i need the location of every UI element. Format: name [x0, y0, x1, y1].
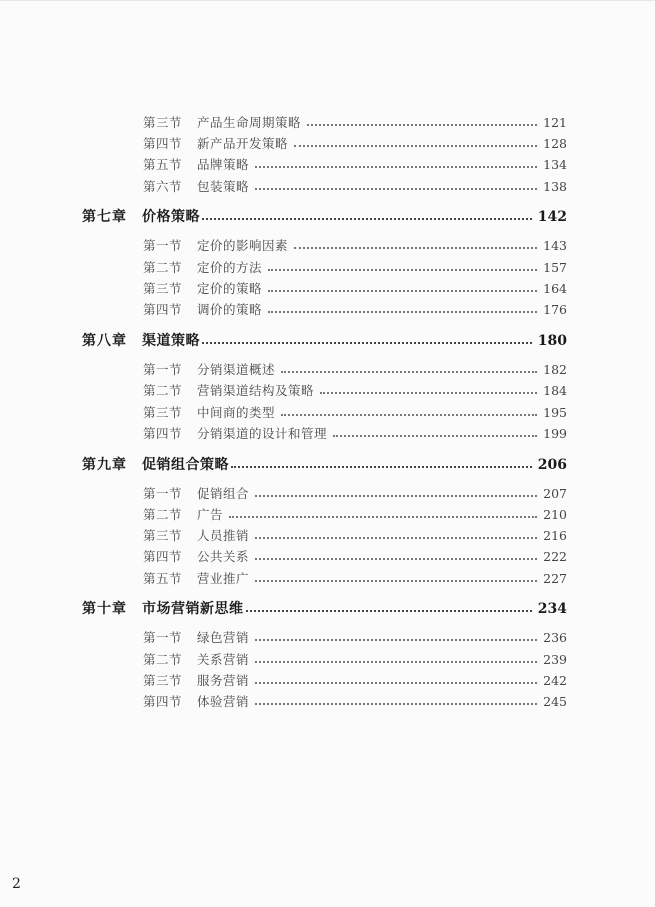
- dot-leader: [255, 537, 537, 539]
- page-number: 199: [543, 426, 567, 441]
- page-number: 234: [537, 601, 567, 617]
- page-number: 222: [543, 549, 567, 564]
- page-number: 138: [543, 179, 567, 194]
- chapter-number: 第七章: [82, 209, 127, 225]
- toc-section-row[interactable]: [143, 692, 567, 710]
- section-number: 第三节: [143, 281, 183, 296]
- toc-section-row[interactable]: [143, 484, 567, 502]
- dot-leader: [246, 610, 532, 612]
- page-number: 121: [543, 115, 567, 130]
- section-number: 第三节: [143, 673, 183, 688]
- page-number: 207: [543, 486, 567, 501]
- section-title: 新产品开发策略: [197, 136, 289, 151]
- toc-section-row[interactable]: [143, 236, 567, 254]
- page-number: 210: [543, 507, 567, 522]
- toc-section-row[interactable]: [143, 671, 567, 689]
- dot-leader: [255, 580, 537, 582]
- page-number: 245: [543, 694, 567, 709]
- section-title: 绿色营销: [197, 630, 250, 645]
- dot-leader: [255, 188, 537, 190]
- dot-leader: [307, 124, 537, 126]
- chapter-number: 第九章: [82, 457, 127, 473]
- section-number: 第一节: [143, 238, 183, 253]
- section-number: 第四节: [143, 302, 183, 317]
- toc-section-row[interactable]: [143, 628, 567, 646]
- toc-section-row[interactable]: [143, 155, 567, 173]
- dot-leader: [255, 703, 537, 705]
- dot-leader: [231, 466, 532, 468]
- toc-section-row[interactable]: [143, 177, 567, 195]
- section-number: 第四节: [143, 549, 183, 564]
- toc-section-row[interactable]: [143, 569, 567, 587]
- chapter-title: 市场营销新思维: [142, 601, 244, 617]
- section-title: 包装策略: [197, 179, 250, 194]
- section-number: 第四节: [143, 426, 183, 441]
- section-number: 第二节: [143, 260, 183, 275]
- chapter-number: 第十章: [82, 601, 127, 617]
- footer-page-number: 2: [12, 876, 21, 892]
- dot-leader: [281, 414, 537, 416]
- page-number: 182: [543, 362, 567, 377]
- section-title: 定价的方法: [197, 260, 263, 275]
- section-title: 公共关系: [197, 549, 250, 564]
- page-number: 128: [543, 136, 567, 151]
- page-number: 134: [543, 157, 567, 172]
- section-title: 关系营销: [197, 652, 250, 667]
- toc-section-row[interactable]: [143, 360, 567, 378]
- toc-chapter-row[interactable]: [82, 206, 567, 226]
- toc-section-row[interactable]: [143, 134, 567, 152]
- dot-leader: [268, 269, 537, 271]
- dot-leader: [268, 290, 537, 292]
- toc-section-row[interactable]: [143, 526, 567, 544]
- top-border: [0, 0, 655, 1]
- section-number: 第一节: [143, 362, 183, 377]
- page-number: 239: [543, 652, 567, 667]
- dot-leader: [202, 342, 532, 344]
- section-title: 促销组合: [197, 486, 250, 501]
- page-number: 236: [543, 630, 567, 645]
- dot-leader: [294, 247, 537, 249]
- section-title: 人员推销: [197, 528, 250, 543]
- dot-leader: [202, 218, 532, 220]
- section-title: 营业推广: [197, 571, 250, 586]
- section-title: 服务营销: [197, 673, 250, 688]
- toc-section-row[interactable]: [143, 424, 567, 442]
- page-number: 216: [543, 528, 567, 543]
- section-title: 定价的策略: [197, 281, 263, 296]
- dot-leader: [229, 516, 537, 518]
- section-title: 分销渠道概述: [197, 362, 276, 377]
- dot-leader: [255, 495, 537, 497]
- page-number: 195: [543, 405, 567, 420]
- section-number: 第六节: [143, 179, 183, 194]
- section-number: 第一节: [143, 486, 183, 501]
- dot-leader: [268, 311, 537, 313]
- section-title: 体验营销: [197, 694, 250, 709]
- section-number: 第三节: [143, 528, 183, 543]
- section-number: 第三节: [143, 405, 183, 420]
- toc-section-row[interactable]: [143, 258, 567, 276]
- section-title: 调价的策略: [197, 302, 263, 317]
- section-title: 营销渠道结构及策略: [197, 383, 315, 398]
- toc-chapter-row[interactable]: [82, 454, 567, 474]
- section-number: 第四节: [143, 694, 183, 709]
- dot-leader: [255, 682, 537, 684]
- toc-section-row[interactable]: [143, 650, 567, 668]
- dot-leader: [281, 371, 537, 373]
- section-title: 定价的影响因素: [197, 238, 289, 253]
- section-number: 第二节: [143, 652, 183, 667]
- dot-leader: [255, 166, 537, 168]
- dot-leader: [294, 145, 537, 147]
- dot-leader: [255, 639, 537, 641]
- page-number: 227: [543, 571, 567, 586]
- dot-leader: [320, 392, 537, 394]
- chapter-title: 渠道策略: [142, 333, 200, 349]
- toc-section-row[interactable]: [143, 547, 567, 565]
- dot-leader: [255, 661, 537, 663]
- section-title: 中间商的类型: [197, 405, 276, 420]
- page-number: 143: [543, 238, 567, 253]
- section-number: 第二节: [143, 507, 183, 522]
- section-number: 第四节: [143, 136, 183, 151]
- toc-chapter-row[interactable]: [82, 598, 567, 618]
- page-number: 142: [537, 209, 567, 225]
- toc-section-row[interactable]: [143, 279, 567, 297]
- toc-section-row[interactable]: [143, 403, 567, 421]
- toc-chapter-row[interactable]: [82, 330, 567, 350]
- section-title: 分销渠道的设计和管理: [197, 426, 328, 441]
- section-number: 第五节: [143, 157, 183, 172]
- toc-section-row[interactable]: [143, 505, 567, 523]
- section-title: 产品生命周期策略: [197, 115, 302, 130]
- section-number: 第一节: [143, 630, 183, 645]
- toc-section-row[interactable]: [143, 300, 567, 318]
- page-number: 176: [543, 302, 567, 317]
- chapter-title: 价格策略: [142, 209, 200, 225]
- chapter-number: 第八章: [82, 333, 127, 349]
- chapter-title: 促销组合策略: [142, 457, 229, 473]
- page-number: 157: [543, 260, 567, 275]
- page-number: 206: [537, 457, 567, 473]
- dot-leader: [333, 435, 537, 437]
- section-number: 第二节: [143, 383, 183, 398]
- toc-section-row[interactable]: [143, 113, 567, 131]
- page-number: 164: [543, 281, 567, 296]
- section-number: 第三节: [143, 115, 183, 130]
- dot-leader: [255, 558, 537, 560]
- page-number: 180: [537, 333, 567, 349]
- toc-section-row[interactable]: [143, 381, 567, 399]
- page-number: 242: [543, 673, 567, 688]
- section-title: 广告: [197, 507, 224, 522]
- page-number: 184: [543, 383, 567, 398]
- section-number: 第五节: [143, 571, 183, 586]
- section-title: 品牌策略: [197, 157, 250, 172]
